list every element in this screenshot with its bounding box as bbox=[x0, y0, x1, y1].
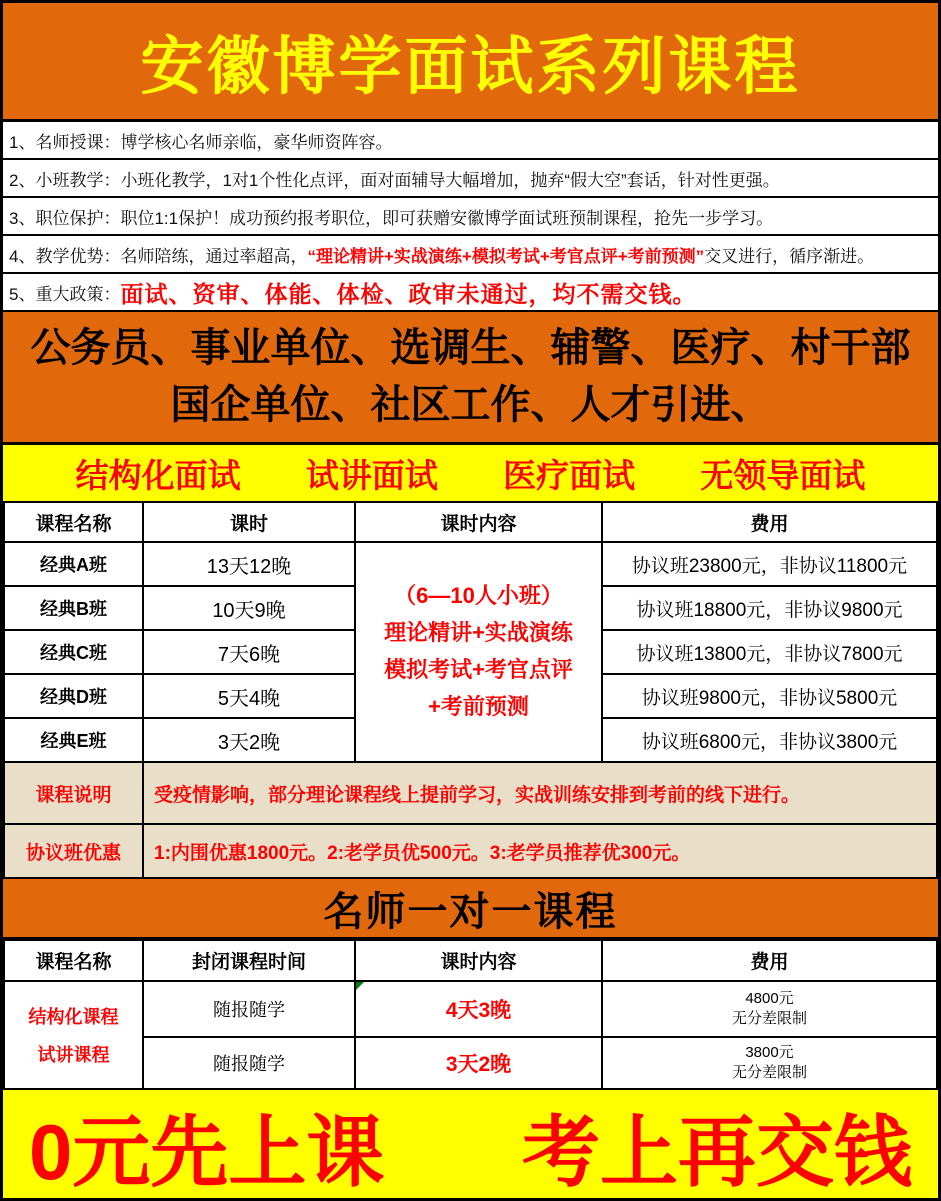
one-on-one-banner-title: 名师一对一课程 bbox=[323, 889, 618, 934]
course-note-row bbox=[4, 762, 937, 824]
intro-point-4-suffix: 交叉进行，循序渐进。 bbox=[704, 246, 875, 266]
header-duration: 课时 bbox=[143, 502, 355, 542]
note-text: 受疫情影响，部分理论课程线上提前学习，实战训练安排到考前的线下进行。 bbox=[143, 762, 937, 824]
intro-point-4 bbox=[3, 236, 938, 274]
discount-note-row bbox=[4, 824, 937, 878]
header-fee: 费用 bbox=[602, 940, 937, 981]
course-duration: 5天4晚 bbox=[143, 674, 355, 718]
enroll-time: 随报随学 bbox=[143, 981, 355, 1037]
course-table bbox=[3, 501, 938, 879]
interview-type-structured: 结构化面试 bbox=[75, 456, 241, 494]
fee-note: 无分差限制 bbox=[731, 1064, 807, 1081]
intro-point-4-text: 名师陪练，通过率超高， bbox=[120, 246, 308, 266]
intro-point-5-highlight: 面试、资审、体能、体检、政审未通过，均不需交钱。 bbox=[120, 280, 697, 307]
course-fee: 协议班18800元，非协议9800元 bbox=[602, 586, 937, 630]
content-line-4: +考前预测 bbox=[428, 693, 529, 719]
one-on-one-banner bbox=[3, 879, 938, 939]
title-banner bbox=[3, 3, 938, 122]
table-row bbox=[4, 1037, 937, 1089]
course-fee: 协议班13800元，非协议7800元 bbox=[602, 630, 937, 674]
header-schedule: 封闭课程时间 bbox=[143, 940, 355, 981]
content-line-2: 理论精讲+实战演练 bbox=[384, 620, 573, 646]
intro-point-1 bbox=[3, 122, 938, 160]
fee-amount: 3800元 bbox=[745, 1043, 794, 1061]
course-duration: 10天9晚 bbox=[143, 586, 355, 630]
table-row bbox=[4, 981, 937, 1037]
table-row bbox=[4, 542, 937, 586]
note-label: 课程说明 bbox=[4, 762, 143, 824]
course-duration: 13天12晚 bbox=[143, 542, 355, 586]
intro-point-2-label: 2、小班教学： bbox=[9, 170, 121, 190]
session-length bbox=[355, 981, 602, 1037]
course-name: 经典B班 bbox=[4, 586, 143, 630]
header-fee: 费用 bbox=[602, 502, 937, 542]
header-course-name: 课程名称 bbox=[4, 940, 143, 981]
cell-comment-marker-icon bbox=[356, 982, 364, 990]
audience-banner bbox=[3, 312, 938, 445]
one-on-one-fee bbox=[602, 1037, 937, 1089]
fee-amount: 4800元 bbox=[745, 989, 794, 1007]
footer-slogan-left: 0元先上课 bbox=[29, 1108, 385, 1196]
course-name: 经典E班 bbox=[4, 718, 143, 762]
intro-point-3-text: 职位1:1保护！成功预约报考职位，即可获赠安徽博学面试班预制课程，抢先一步学习。 bbox=[120, 208, 774, 228]
footer-slogan-banner bbox=[3, 1090, 938, 1201]
interview-type-medical: 医疗面试 bbox=[503, 456, 636, 494]
intro-point-3-label: 3、职位保护： bbox=[9, 208, 121, 228]
intro-point-4-highlight: “理论精讲+实战演练+模拟考试+考官点评+考前预测” bbox=[307, 246, 705, 266]
note-text: 1:内围优惠1800元。2:老学员优500元。3:老学员推荐优300元。 bbox=[143, 824, 937, 878]
session-length-text: 3天2晚 bbox=[445, 1053, 512, 1076]
course-fee: 协议班6800元，非协议3800元 bbox=[602, 718, 937, 762]
audience-line-2: 国企单位、社区工作、人才引进、 bbox=[170, 383, 771, 427]
course-name: 经典C班 bbox=[4, 630, 143, 674]
intro-point-5 bbox=[3, 274, 938, 312]
content-line-3: 模拟考试+考官点评 bbox=[384, 657, 573, 682]
audience-line-1: 公务员、事业单位、选调生、辅警、医疗、村干部 bbox=[30, 326, 911, 371]
intro-point-2 bbox=[3, 160, 938, 198]
header-content: 课时内容 bbox=[355, 502, 602, 542]
intro-point-5-label: 5、重大政策： bbox=[9, 284, 121, 304]
course-duration: 7天6晚 bbox=[143, 630, 355, 674]
course-fee: 协议班23800元，非协议11800元 bbox=[602, 542, 937, 586]
header-course-name: 课程名称 bbox=[4, 502, 143, 542]
intro-point-2-text: 小班化教学，1对1个性化点评，面对面辅导大幅增加，抛弃“假大空”套话，针对性更强。 bbox=[120, 170, 780, 190]
page-title: 安徽博学面试系列课程 bbox=[140, 31, 801, 102]
header-content: 课时内容 bbox=[355, 940, 602, 981]
one-on-one-categories bbox=[4, 981, 143, 1089]
intro-point-1-text: 博学核心名师亲临，豪华师资阵容。 bbox=[120, 132, 393, 152]
note-label: 协议班优惠 bbox=[4, 824, 143, 878]
interview-type-leaderless: 无领导面试 bbox=[700, 456, 866, 494]
interview-types-banner bbox=[3, 445, 938, 501]
course-fee: 协议班9800元，非协议5800元 bbox=[602, 674, 937, 718]
session-length bbox=[355, 1037, 602, 1089]
course-content-cell bbox=[355, 542, 602, 762]
course-name: 经典D班 bbox=[4, 674, 143, 718]
category-structured: 结构化课程 bbox=[28, 1007, 119, 1027]
course-table-header-row bbox=[4, 502, 937, 542]
one-on-one-header-row bbox=[4, 940, 937, 981]
interview-type-lecture: 试讲面试 bbox=[305, 456, 438, 494]
fee-note: 无分差限制 bbox=[731, 1010, 807, 1027]
content-line-1: （6—10人小班） bbox=[394, 583, 563, 609]
intro-point-1-label: 1、名师授课： bbox=[9, 132, 121, 152]
intro-point-3 bbox=[3, 198, 938, 236]
intro-point-4-label: 4、教学优势： bbox=[9, 246, 121, 266]
category-lecture: 试讲课程 bbox=[37, 1045, 110, 1065]
one-on-one-fee bbox=[602, 981, 937, 1037]
course-duration: 3天2晚 bbox=[143, 718, 355, 762]
enroll-time: 随报随学 bbox=[143, 1037, 355, 1089]
footer-slogan-right: 考上再交钱 bbox=[521, 1108, 912, 1196]
one-on-one-table bbox=[3, 939, 938, 1090]
course-name: 经典A班 bbox=[4, 542, 143, 586]
session-length-text: 4天3晚 bbox=[445, 999, 512, 1022]
